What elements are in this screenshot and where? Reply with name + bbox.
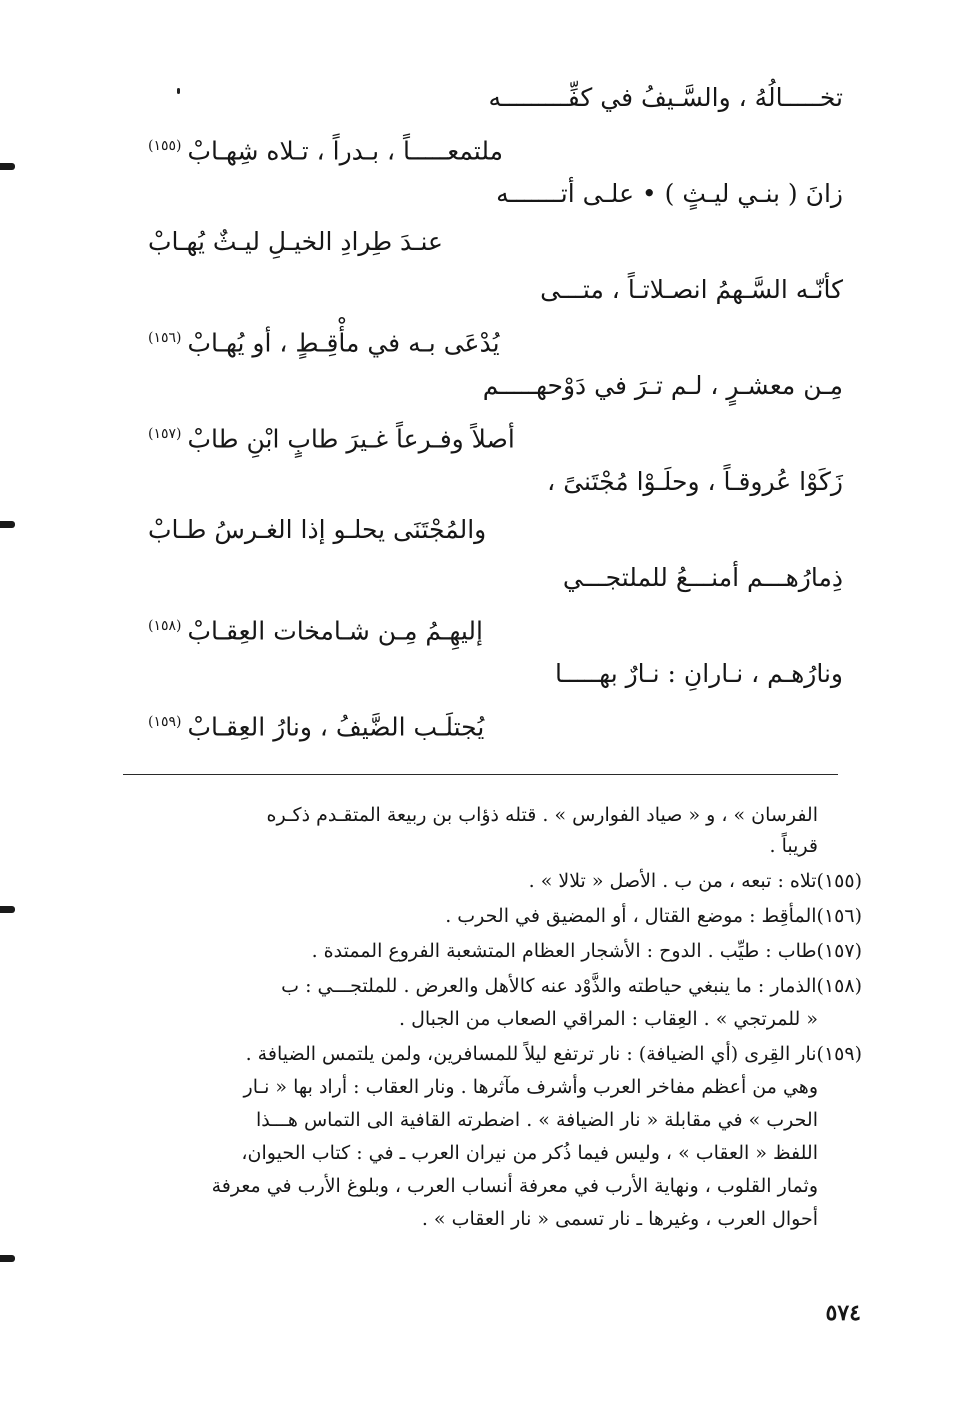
ink-speck	[177, 88, 180, 94]
footnote-text: تلاه : تبعه ، من ب . الأصل « تلالا » .	[528, 870, 817, 892]
footnote-text-line: « للمرتجي » . العِقاب : المراقي الصعاب من الجبال .	[398, 1008, 818, 1030]
verse-text: ملتمعـــــاً ، بـدراً ، تـلاه شِهـابْ	[187, 136, 504, 166]
verse-text: يُدْعَى بـه في مأْقِـطٍ ، أو يُهـابْ	[187, 328, 500, 358]
verse-first-hemistich: زَكَوْا عُروقـاً ، وحلَـوْا مُجْتَنىً ،	[547, 467, 843, 496]
verse-first-hemistich: كأنّـه السَّـهمُ انصـلاتـاً ، متـــى	[540, 275, 843, 304]
footnote-marker: (١٥٥)	[148, 138, 182, 154]
footnote-marker: (١٥٩)	[148, 714, 182, 730]
margin-mark	[0, 163, 15, 170]
footnote-marker: (١٥٧)	[148, 426, 182, 442]
footnote-continuation-line: قريباً .	[769, 835, 818, 857]
verse-second-hemistich	[148, 224, 443, 260]
verse-text: عنـدَ طِرادِ الخيـلِ ليـثٌ يُهـابْ	[148, 227, 443, 256]
footnote-text-line: الحرب » في مقابلة « نار الضيافة » . اضطرته القافية الى التماس هـــذا	[255, 1109, 818, 1131]
footnote-text: طاب : طيِّب . الدوح : الأشجار العظام المتشعبة الفروع الممتدة .	[311, 940, 817, 962]
margin-mark	[0, 521, 15, 528]
verse-first-hemistich: ذِمارُهـــم أمنـــعُ للملتجـــي	[562, 563, 843, 592]
footnote-continuation-line: الفرسان » ، و « صياد الفوارس » . قتله ذؤاب بن ربيعة المتقـدم ذكـره	[266, 804, 818, 826]
verse-second-hemistich	[148, 320, 500, 361]
footnote-number: (١٥٧)	[816, 940, 862, 962]
footnote-marker: (١٥٨)	[148, 618, 182, 634]
footnote-text-line: وهي من أعظم مفاخر العرب وأشرف مآثرها . ونار العقاب : أراد بها « نـار	[243, 1076, 818, 1098]
page-number: ٥٧٤	[825, 1300, 861, 1326]
footnote-text: المأقِط : موضع القتال ، أو المضيق في الحرب .	[445, 905, 817, 927]
footnote-item	[312, 936, 862, 966]
footnote-item	[445, 901, 862, 931]
footnote-text: الذمار : ما ينبغي حياطته والذَّوْد عنه كالأهل والعرض . للملتجـــي : ب	[281, 975, 817, 997]
footnote-marker: (١٥٦)	[148, 330, 182, 346]
footnote-item	[281, 971, 862, 1001]
footnote-text-line: وثمار القلوب ، ونهاية الأرب في معرفة أنساب العرب ، وبلوغ الأرب في معرفة	[211, 1175, 818, 1197]
footnote-item	[246, 1039, 862, 1069]
verse-first-hemistich: ونارُهـم ، نـارانِ : نـارٌ بهـــــا	[554, 659, 843, 688]
footnote-number: (١٥٩)	[816, 1043, 862, 1065]
verse-second-hemistich	[148, 704, 484, 745]
footnote-text-line: أحوال العرب ، وغيرها ـ نار تسمى « نار العقاب » .	[421, 1208, 818, 1230]
margin-mark	[0, 906, 15, 913]
footnote-text: نار القِرى (أي الضيافة) : نار ترتفع ليلاً للمسافرين، ولمن يلتمس الضيافة .	[245, 1043, 817, 1065]
verse-second-hemistich	[148, 128, 503, 169]
footnote-number: (١٥٨)	[816, 975, 862, 997]
footnote-number: (١٥٥)	[816, 870, 862, 892]
footnote-item	[529, 866, 862, 896]
verse-text: أصلاً وفـرعاً غـيرَ طابٍ ابْنِ طابْ	[187, 424, 515, 454]
footnote-separator	[123, 774, 838, 775]
footnote-number: (١٥٦)	[816, 905, 862, 927]
verse-text: والمُجْتَنَى يحلـو إذا الغـرسُ طـابْ	[148, 515, 487, 544]
verse-text: يُجتلَـب الضَّيفُ ، ونارُ العِقـابْ	[187, 712, 485, 742]
verse-first-hemistich: تخـــــالُهُ ، والسَّـيفُ في كفِّـــــــــه	[488, 83, 843, 112]
verse-second-hemistich	[148, 416, 515, 457]
footnote-text-line: اللفظ « العقاب » ، وليس فيما ذُكر من نيران العرب ـ في : كتاب الحيوان،	[241, 1142, 818, 1164]
verse-second-hemistich	[148, 512, 486, 548]
verse-first-hemistich: زانَ ( بنـي ليـثٍ ) • علـى أتـــــــه	[496, 179, 843, 208]
verse-second-hemistich	[148, 608, 483, 649]
verse-first-hemistich: مِـن معشـرٍ ، لـم تـرَ في دَوْحهـــــم	[482, 371, 843, 400]
margin-mark	[0, 1255, 15, 1262]
verse-text: إليهِـمُ مِـن شـامخات العِقـابْ	[187, 616, 483, 646]
